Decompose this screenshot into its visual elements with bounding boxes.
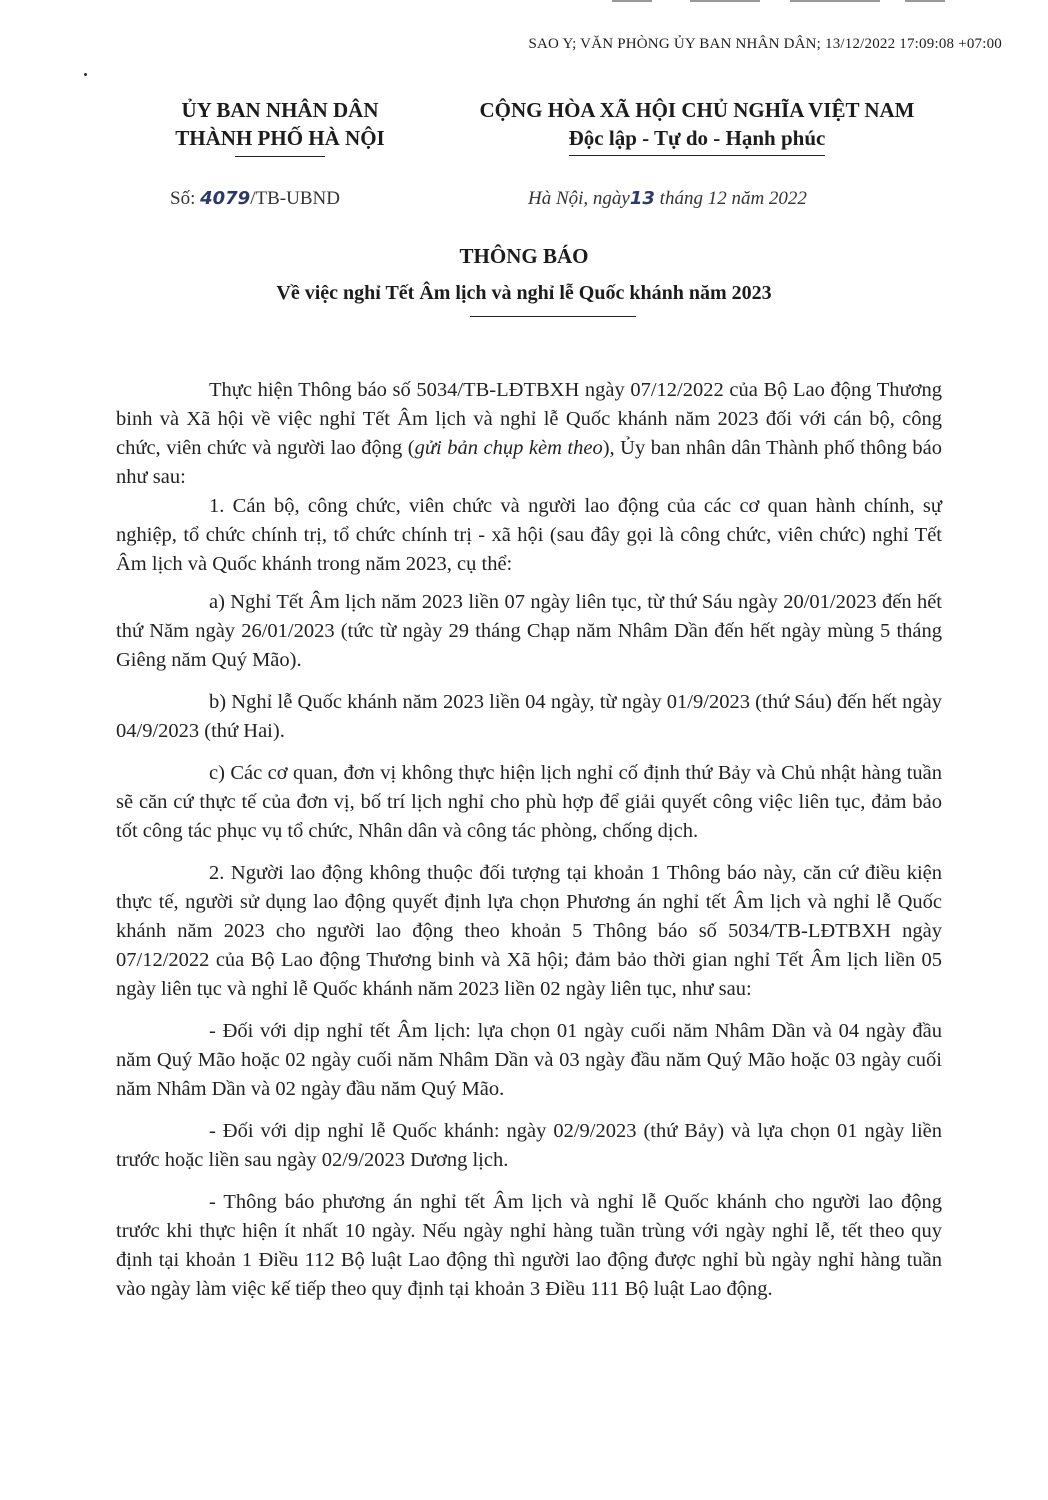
national-heading: [442, 96, 952, 156]
paragraph-2-notice: - Thông báo phương án nghỉ tết Âm lịch và nghỉ lễ Quốc khánh cho người lao động trước khi thực hiện ít nhất 10 ngày. Nếu ngày nghỉ hàng tuần trùng với ngày nghỉ lễ, tết theo quy định tại khoản 1 Điều 112 Bộ luật Lao động thì người lao động được nghỉ bù ngày nghỉ hàng tuần vào ngày làm việc kế tiếp theo quy định tại khoản 3 Điều 111 Bộ luật Lao động.: [116, 1191, 942, 1300]
issue-date-prefix: Hà Nội, ngày: [528, 188, 630, 209]
scan-speck: [84, 73, 87, 76]
issuing-authority-line2: THÀNH PHỐ HÀ NỘI: [175, 126, 385, 150]
paragraph-1c: c) Các cơ quan, đơn vị không thực hiện lịch nghỉ cố định thứ Bảy và Chủ nhật hàng tuần sẽ căn cứ thực tế của đơn vị, bố trí lịch nghỉ cho phù hợp để giải quyết công việc liên tục, đảm bảo tốt công tác phục vụ tổ chức, Nhân dân và công tác phòng, chống dịch.: [116, 762, 942, 842]
document-body: [116, 376, 942, 1304]
intro-text-italic: gửi bản chụp kèm theo: [414, 437, 603, 459]
issue-date-suffix: tháng 12 năm 2022: [654, 188, 807, 209]
issue-date-handwritten-day: 13: [629, 188, 655, 209]
intro-text-end: ), Ủy ban nhân dân Thành phố thông báo như sau:: [116, 437, 942, 488]
authority-underline: [235, 156, 325, 157]
issue-date: [528, 188, 807, 210]
paragraph-1b: b) Nghỉ lễ Quốc khánh năm 2023 liền 04 ngày, từ ngày 01/9/2023 (thứ Sáu) đến hết ngày 04/9/2023 (thứ Hai).: [116, 691, 942, 742]
intro-text-start: Thực hiện Thông báo số 5034/TB-LĐTBXH ngày 07/12/2022 của Bộ Lao động Thương binh và Xã hội về việc nghỉ Tết Âm lịch và nghỉ lễ Quốc khánh năm 2023 đối với cán bộ, công chức, viên chức và người lao động (: [116, 379, 942, 459]
paragraph-2: 2. Người lao động không thuộc đối tượng tại khoản 1 Thông báo này, căn cứ điều kiện thực tế, người sử dụng lao động quyết định lựa chọn Phương án nghỉ tết Âm lịch và nghỉ lễ Quốc khánh năm 2023 cho người lao động theo khoản 5 Thông báo số 5034/TB-LĐTBXH ngày 07/12/2022 của Bộ Lao động Thương binh và Xã hội; đảm bảo thời gian nghỉ Tết Âm lịch liền 05 ngày liên tục và nghỉ lễ Quốc khánh năm 2023 liền 02 ngày liên tục, như sau:: [116, 862, 942, 1000]
document-number: [170, 188, 340, 210]
document-subtitle: Về việc nghỉ Tết Âm lịch và nghỉ lễ Quốc khánh năm 2023: [276, 282, 772, 304]
paragraph-2-lunar: - Đối với dịp nghỉ tết Âm lịch: lựa chọn 01 ngày cuối năm Nhâm Dần và 04 ngày đầu năm Quý Mão hoặc 02 ngày cuối năm Nhâm Dần và 03 ngày đầu năm Quý Mão hoặc 03 ngày cuối năm Nhâm Dần và 02 ngày đầu năm Quý Mão.: [116, 1020, 942, 1100]
national-name: CỘNG HÒA XÃ HỘI CHỦ NGHĨA VIỆT NAM: [479, 98, 915, 122]
national-motto: Độc lập - Tự do - Hạnh phúc: [569, 124, 826, 156]
issuing-authority-line1: ỦY BAN NHÂN DÂN: [181, 98, 379, 122]
document-title: THÔNG BÁO: [459, 244, 589, 268]
copy-stamp: SAO Y; VĂN PHÒNG ỦY BAN NHÂN DÂN; 13/12/2022 17:09:08 +07:00: [528, 36, 1002, 52]
paragraph-1a: a) Nghỉ Tết Âm lịch năm 2023 liền 07 ngày liên tục, từ thứ Sáu ngày 20/01/2023 đến hết thứ Năm ngày 26/01/2023 (tức từ ngày 29 tháng Chạp năm Nhâm Dần đến hết ngày mùng 5 tháng Giêng năm Quý Mão).: [116, 591, 942, 671]
document-number-prefix: Số:: [170, 188, 201, 209]
document-number-suffix: /TB-UBND: [250, 188, 340, 209]
issuing-authority: [140, 96, 420, 157]
document-number-handwritten: 4079: [200, 188, 251, 209]
paragraph-2-national-day: - Đối với dịp nghỉ lễ Quốc khánh: ngày 02/9/2023 (thứ Bảy) và lựa chọn 01 ngày liền trước hoặc liền sau ngày 02/9/2023 Dương lịch.: [116, 1120, 942, 1171]
scan-edge-marks: [0, 0, 1048, 4]
intro-paragraph: [116, 376, 942, 492]
paragraph-1: 1. Cán bộ, công chức, viên chức và người lao động của các cơ quan hành chính, sự nghiệp, tổ chức chính trị, tổ chức chính trị - xã hội (sau đây gọi là công chức, viên chức) nghỉ Tết Âm lịch và Quốc khánh trong năm 2023, cụ thể:: [116, 495, 942, 575]
subtitle-underline: [470, 316, 636, 317]
